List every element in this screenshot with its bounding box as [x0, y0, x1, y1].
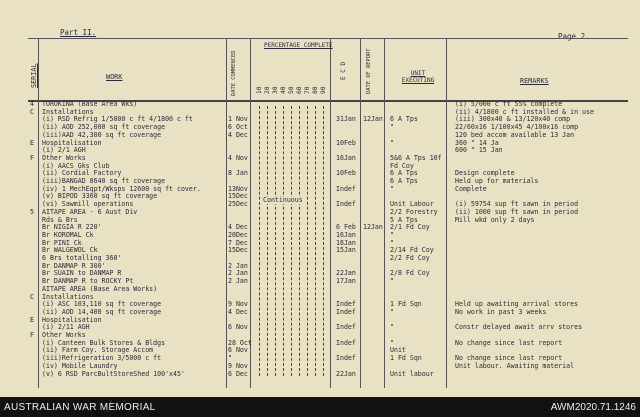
- cell-dc: 4 Dec: [228, 130, 248, 139]
- pct-tick-label: 40: [280, 86, 287, 94]
- cell-dc: 20Dec: [228, 230, 248, 239]
- header-percentage: PERCENTAGE COMPLETE: [264, 42, 333, 49]
- cell-dc: 2 Jan: [228, 269, 248, 278]
- cell-rem: Design complete: [455, 169, 515, 178]
- cell-work: (i) 2/11 AGH: [42, 323, 90, 332]
- pct-tick-label: 90: [320, 86, 327, 94]
- cell-work: (ii) AOD 14,400 sq ft coverage: [42, 307, 162, 316]
- cell-work: (v) 6 RSD ParcBultStoreShed 100'x45': [42, 369, 185, 378]
- cell-work: (i) ASC 103,110 sq ft coverage: [42, 300, 162, 309]
- cell-rem: Unit labour. Awaiting material: [455, 361, 575, 370]
- header-remarks: REMARKS: [520, 77, 549, 85]
- cell-unit: 2/2 Fd Coy: [390, 254, 430, 262]
- cell-dc: ": [228, 354, 232, 363]
- cell-dc: 6 Nov: [228, 346, 248, 355]
- cell-work: Installations: [42, 107, 94, 116]
- cell-ecd: 16Jan: [336, 230, 356, 239]
- cell-work: Br DANMAP R 300': [42, 261, 106, 270]
- cell-unit: 5 A Tps: [390, 215, 418, 224]
- cell-work: Other Works: [42, 153, 86, 162]
- cell-rem: 120 bed accom available 13 Jan: [455, 130, 575, 139]
- cell-work: Br SUAIN to DANMAP R: [42, 269, 122, 278]
- cell-dc: 4 Nov: [228, 153, 248, 162]
- cell-dc: 2 Jan: [228, 261, 248, 270]
- cell-unit: 6 A Tps: [390, 169, 418, 178]
- cell-dc: 7 Dec: [228, 238, 248, 247]
- cell-work: Other Works: [42, 331, 86, 339]
- cell-work: Br DANMAP R to ROCKY Pt: [42, 277, 134, 286]
- cell-rem: (iii) 300x40 & 13/120x40 comp: [455, 115, 571, 124]
- cell-work: (iii)Refrigeration 3/5000 c ft: [42, 354, 162, 363]
- cell-dr: 12Jan: [363, 223, 383, 232]
- cell-work: Br NIGIA R 220': [42, 223, 102, 232]
- cell-work: Br PINI Ck: [42, 238, 82, 247]
- footer-institution: AUSTRALIAN WAR MEMORIAL: [4, 402, 156, 413]
- cell-dc: 15Dec: [228, 246, 248, 255]
- table-row: [0, 370, 640, 378]
- cell-work: Installations: [42, 292, 94, 301]
- cell-work: Hospitalisation: [42, 138, 102, 147]
- cell-unit: ": [390, 123, 394, 132]
- cell-rem: Complete: [455, 184, 487, 193]
- cell-unit: Unit Labour: [390, 200, 434, 209]
- cell-serial: C: [30, 107, 34, 116]
- cell-unit: Unit: [390, 346, 406, 355]
- header-date-of-report: DATE OF REPORT: [366, 48, 372, 94]
- cell-work: (iv) 1 MechEqpt/Wksps 12600 sq ft cover.: [42, 184, 201, 193]
- header-serial: SERIAL: [30, 63, 38, 88]
- cell-work: 6 Brs totalling 360': [42, 254, 122, 262]
- cell-dc: 4 Dec: [228, 223, 248, 232]
- cell-work: (i) 2/1 AGH: [42, 146, 86, 155]
- cell-rem: Held up awaiting arrival stores: [455, 300, 579, 309]
- cell-rem: (ii) 1000 sup ft sawn in period: [455, 207, 579, 216]
- cell-unit: ": [390, 277, 394, 286]
- cell-dc: 13Nov: [228, 184, 248, 193]
- cell-ecd: 6 Feb: [336, 223, 356, 232]
- header-date-commenced: DATE COMMENCED: [231, 50, 237, 96]
- cell-work: AITAPE AREA - 6 Aust Div: [42, 207, 138, 216]
- cell-work: (vi) Sawmill operations: [42, 200, 134, 209]
- cell-rem: (i) 5/000 c ft 55% complete: [455, 100, 563, 108]
- cell-work: (ii) Farm Coy. Storage Accom: [42, 346, 154, 355]
- pct-tick-label: 10: [256, 86, 263, 94]
- cell-work: (ii) Cordial Factory: [42, 169, 122, 178]
- cell-ecd: Indef: [336, 307, 356, 316]
- cell-dc: 15Dec: [228, 192, 248, 201]
- cell-rem: Mill wkd only 2 days: [455, 215, 535, 224]
- cell-rem: No work in past 3 weeks: [455, 307, 547, 316]
- cell-unit: ": [390, 230, 394, 239]
- cell-ecd: 10Feb: [336, 169, 356, 178]
- cell-dc: 6 Oct: [228, 123, 248, 132]
- cell-ecd: 17Jan: [336, 277, 356, 286]
- cell-dr: 12Jan: [363, 115, 383, 124]
- cell-serial: 5: [30, 207, 34, 216]
- cell-unit: Unit labour: [390, 369, 434, 378]
- cell-unit: 5&6 A Tps 10f: [390, 153, 442, 162]
- cell-dc: 9 Nov: [228, 300, 248, 309]
- cell-ecd: 15Jan: [336, 246, 356, 255]
- pct-tick-label: 30: [272, 86, 279, 94]
- cell-unit: 2/14 Fd Coy: [390, 246, 434, 255]
- cell-serial: F: [30, 153, 34, 162]
- header-top-rule: [28, 38, 628, 39]
- cell-dc: 6 Dec: [228, 369, 248, 378]
- cell-unit: 6 A Tps: [390, 115, 418, 124]
- page-label: Page 2.: [558, 32, 590, 41]
- footer-accession: AWM2020.71.1246: [550, 402, 636, 413]
- cell-unit: ": [390, 323, 394, 332]
- cell-unit: ": [390, 338, 394, 347]
- cell-work: AITAPE AREA (Base Area Works): [42, 284, 158, 293]
- cell-unit: 6 A Tps: [390, 177, 418, 185]
- cell-ecd: 22Jan: [336, 269, 356, 278]
- cell-unit: 2/2 Forestry: [390, 207, 438, 216]
- cell-work: Rds & Brs: [42, 215, 78, 224]
- cell-dc: 8 Jan: [228, 169, 248, 178]
- cell-ecd: 22Jan: [336, 369, 356, 378]
- cell-serial: 4: [30, 100, 34, 108]
- pct-tick-label: 50: [288, 86, 295, 94]
- cell-work: (i) RSD Refrig 1/5000 c ft 4/1800 c ft: [42, 115, 193, 124]
- cell-work: (iii)BANGAD 8640 sq ft coverage: [42, 177, 166, 185]
- cell-rem: 22/60x16 1/100x45 4/100x16 comp: [455, 123, 579, 132]
- cell-rem: (ii) 4/1800 c ft installed & in use: [455, 107, 594, 116]
- cell-ecd: Indef: [336, 184, 356, 193]
- cell-work: (v) BIPOD 3360 sq ft coverage: [42, 192, 158, 201]
- cell-rem: 600 " 15 Jan: [455, 146, 503, 155]
- part-label: Part II.: [60, 28, 97, 37]
- cell-serial: F: [30, 331, 34, 339]
- cell-dc: 6 Nov: [228, 323, 248, 332]
- header-work: WORK: [106, 73, 123, 81]
- cell-ecd: Indef: [336, 323, 356, 332]
- pct-tick-label: 60: [296, 86, 303, 94]
- cell-unit: 1 Fd Sqn: [390, 300, 422, 309]
- cell-ecd: 16Jan: [336, 238, 356, 247]
- cell-ecd: Indef: [336, 200, 356, 209]
- cell-dc: 9 Nov: [228, 361, 248, 370]
- cell-unit: ": [390, 307, 394, 316]
- pct-tick-label: 70: [304, 86, 311, 94]
- cell-work: Br WALGEWOL Ck: [42, 246, 98, 255]
- cell-ecd: Indef: [336, 338, 356, 347]
- cell-work: (ii) AOD 252,000 sq ft coverage: [42, 123, 166, 132]
- cell-ecd: 31Jan: [336, 115, 356, 124]
- cell-dc: 25Dec: [228, 200, 248, 209]
- cell-unit: 1 Fd Sqn: [390, 354, 422, 363]
- cell-serial: C: [30, 292, 34, 301]
- cell-dc: 4 Dec: [228, 307, 248, 316]
- cell-rem: No change since last report: [455, 354, 563, 363]
- cell-work: (i) AACS Gks Club: [42, 161, 110, 170]
- cell-dc: 1 Nov: [228, 115, 248, 124]
- cell-unit: ": [390, 138, 394, 147]
- header-ecd: E C D: [340, 61, 347, 80]
- cell-unit: Fd Coy: [390, 161, 414, 170]
- cell-serial: E: [30, 138, 34, 147]
- cell-ecd: 10Feb: [336, 138, 356, 147]
- cell-work: (iv) Mobile Laundry: [42, 361, 118, 370]
- cell-serial: E: [30, 315, 34, 324]
- cell-dc: 28 Oct: [228, 338, 252, 347]
- cell-ecd: Indef: [336, 354, 356, 363]
- cell-rem: (i) 59754 sup ft sawn in period: [455, 200, 579, 209]
- footer-bar: [0, 397, 640, 417]
- cell-work: (i) Canteen Bulk Stores & Bldgs: [42, 338, 166, 347]
- cell-work: (iii)AAD 42,300 sq ft coverage: [42, 130, 162, 139]
- cell-ecd: Indef: [336, 300, 356, 309]
- cell-work: TOROKINA (Base Area Wks): [42, 100, 138, 108]
- header-unit-executing: UNIT EXECUTING: [401, 70, 435, 84]
- cell-rem: Constr delayed await arrv stores: [455, 323, 583, 332]
- cell-unit: ": [390, 184, 394, 193]
- cell-work: Br KOROMAL Ck: [42, 230, 94, 239]
- cell-unit: 2/1 Fd Coy: [390, 223, 430, 232]
- cell-unit: 2/8 Fd Coy: [390, 269, 430, 278]
- cell-rem: 360 " 14 Ja: [455, 138, 499, 147]
- pct-tick-label: 20: [264, 86, 271, 94]
- cell-dc: 2 Jan: [228, 277, 248, 286]
- cell-work: Hospitalisation: [42, 315, 102, 324]
- cell-rem: Held up for materials: [455, 177, 539, 185]
- cell-ecd: 16Jan: [336, 153, 356, 162]
- pct-tick-label: 80: [312, 86, 319, 94]
- cell-rem: No change since last report: [455, 338, 563, 347]
- continuous-note: Continuous: [263, 196, 303, 204]
- cell-unit: ": [390, 238, 394, 247]
